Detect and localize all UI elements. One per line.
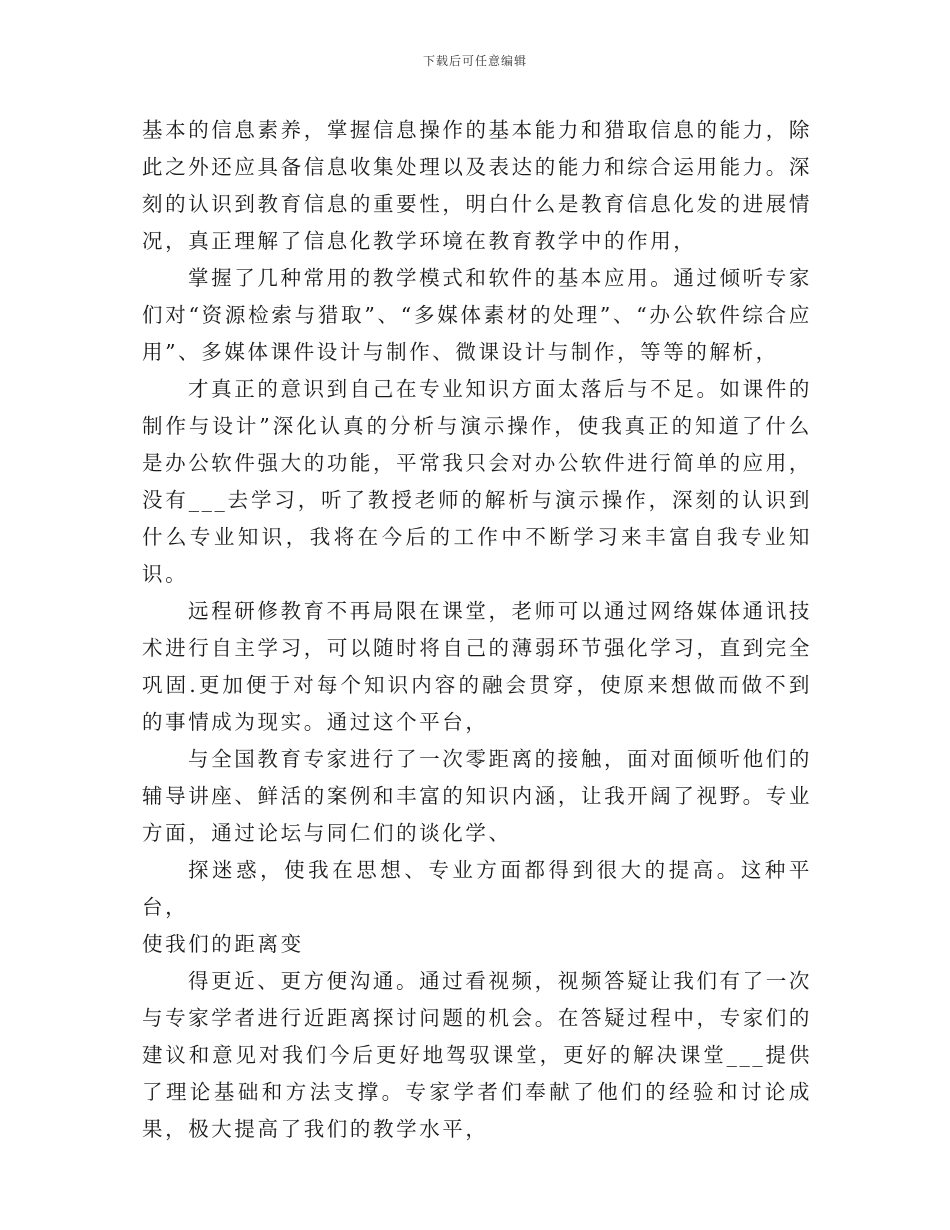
paragraph: 才真正的意识到自己在专业知识方面太落后与不足。如课件的制作与设计”深化认真的分析与演示操作，使我真正的知道了什么是办公软件强大的功能，平常我只会对办公软件进行简单的应用，没有___去学习，听了教授老师的解析与演示操作，深刻的认识到什么专业知识，我将在今后的工作中不断学习来丰富自我专业知识。 <box>142 377 812 586</box>
paragraph: 探迷惑，使我在思想、专业方面都得到很大的提高。这种平台， <box>142 858 812 919</box>
paragraph: 远程研修教育不再局限在课堂，老师可以通过网络媒体通讯技术进行自主学习，可以随时将自己的薄弱环节强化学习，直到完全巩固.更加便于对每个知识内容的融会贯穿，使原来想做而做不到的事情成为现实。通过这个平台， <box>142 599 812 734</box>
paragraph: 与全国教育专家进行了一次零距离的接触，面对面倾听他们的辅导讲座、鲜活的案例和丰富的知识内涵，让我开阔了视野。专业方面，通过论坛与同仁们的谈化学、 <box>142 747 812 845</box>
page-header: 下载后可任意编辑 <box>422 54 527 68</box>
document-body <box>142 112 812 1148</box>
paragraph: 基本的信息素养，掌握信息操作的基本能力和猎取信息的能力，除此之外还应具备信息收集处理以及表达的能力和综合运用能力。深刻的认识到教育信息的重要性，明白什么是教育信息化发的进展情况，真正理解了信息化教学环境在教育教学中的作用， <box>142 118 812 253</box>
paragraph: 得更近、更方便沟通。通过看视频，视频答疑让我们有了一次与专家学者进行近距离探讨问题的机会。在答疑过程中，专家们的建议和意见对我们今后更好地驾驭课堂，更好的解决课堂___提供了理论基础和方法支撑。专家学者们奉献了他们的经验和讨论成果，极大提高了我们的教学水平， <box>142 969 812 1141</box>
paragraph: 使我们的距离变 <box>142 932 304 956</box>
paragraph: 掌握了几种常用的教学模式和软件的基本应用。通过倾听专家们对“资源检索与猎取”、“多媒体素材的处理”、“办公软件综合应用”、多媒体课件设计与制作、微课设计与制作，等等的解析， <box>142 266 812 364</box>
